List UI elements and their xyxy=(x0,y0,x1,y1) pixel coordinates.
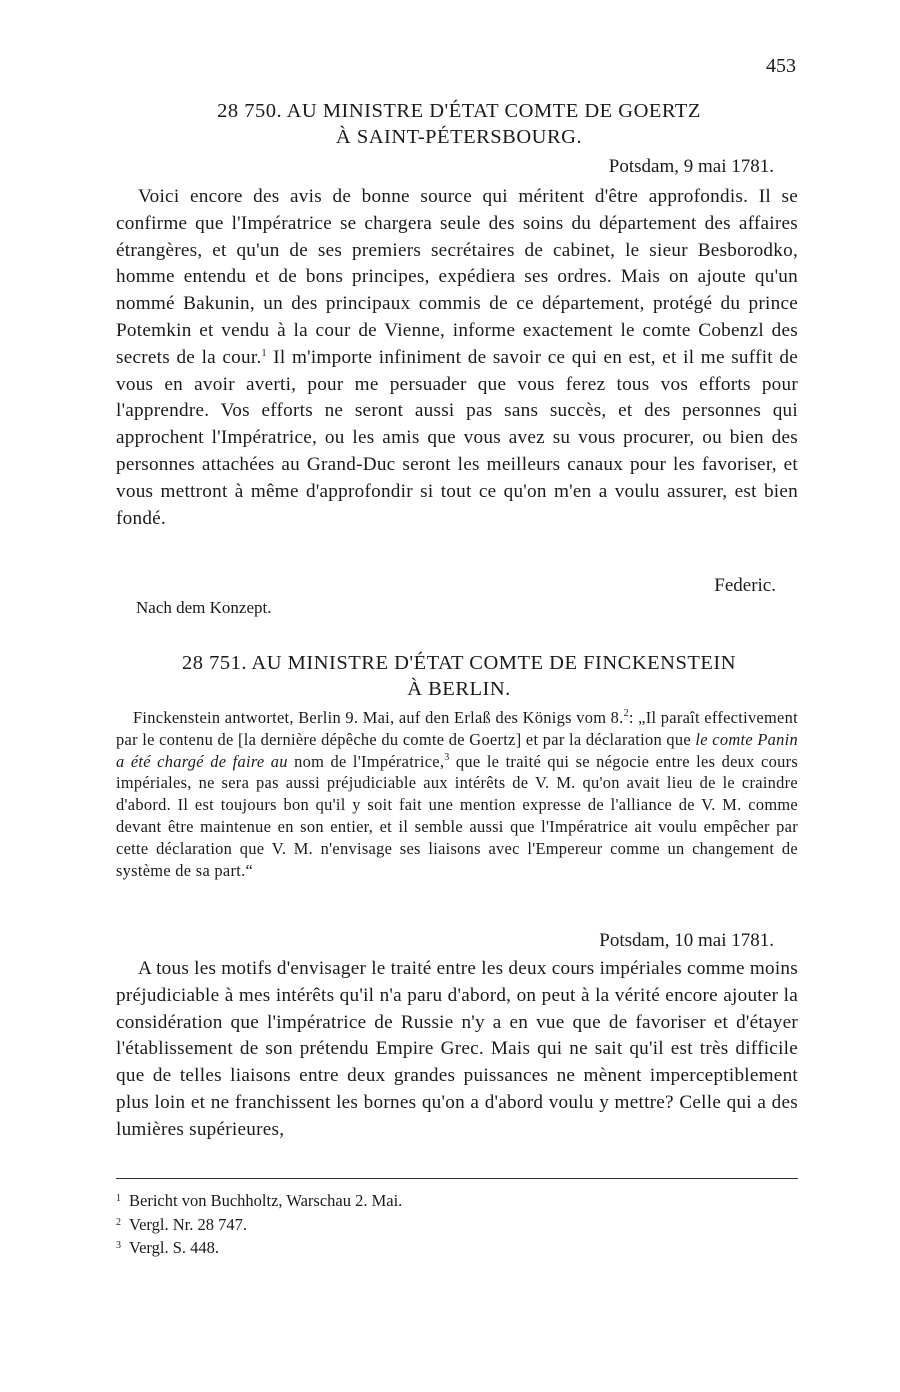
letter-2-body xyxy=(116,956,798,1144)
quote-italic: le comte Panin a été chargé de faire au xyxy=(116,729,799,771)
letter-2-quote xyxy=(116,707,798,881)
footnote-2 xyxy=(116,1212,402,1236)
letter-2-heading xyxy=(100,650,818,702)
letter-2-body-text: A tous les motifs d'envisager le traité entre les deux cours impériales comme moins préjudiciable à mes intérêts qu'il n'a paru d'abord, on peut à la vérité encore ajouter la considération que l'impératrice de Russie n'y a en vue que de favoriser et d'étayer l'établissement de son prétendu Empire Grec. Mais qui ne sait qu'il est très difficile que de telles liaisons entre deux grandes puissances ne mènent imperceptiblement plus loin et ne franchissent les bornes qu'on a d'abord voulu y mettre? Celle qui a des lumières supérieures, xyxy=(116,958,798,1140)
footnote-3 xyxy=(116,1235,402,1259)
footnote-3-mark: 3 xyxy=(116,1240,121,1251)
quote-part-1: Finckenstein antwortet, Berlin 9. Mai, auf den Erlaß des Königs vom 8. xyxy=(133,708,624,727)
footnote-1-mark: 1 xyxy=(116,1193,121,1204)
footnote-ref-3: 3 xyxy=(444,751,450,763)
letter-1-heading xyxy=(100,98,818,150)
footnote-3-text: Vergl. S. 448. xyxy=(129,1238,219,1257)
letter-1-body xyxy=(116,184,798,532)
letter-1-body-part-1: Voici encore des avis de bonne source qui méritent d'être approfondis. Il se confirme que l'Impératrice se chargera seule des soins du département des affaires étrangères, et qu'un de ses premiers secrétaires de cabinet, le sieur Besborodko, homme entendu et de bons principes, expédiera ses ordres. Mais on ajoute qu'un nommé Bakunin, un des principaux commis de ce département, protégé du prince Potemkin et vendu à la cour de Vienne, informe exactement le comte Cobenzl des secrets de la cour. xyxy=(116,186,798,368)
letter-1-date: Potsdam, 9 mai 1781. xyxy=(608,156,774,177)
letter-1-heading-line-2: À SAINT-PÉTERSBOURG. xyxy=(335,126,583,148)
letter-1-signature: Federic. xyxy=(714,575,776,596)
letter-1-source-note: Nach dem Konzept. xyxy=(136,598,272,617)
footnote-2-mark: 2 xyxy=(116,1216,121,1228)
footnote-1-text: Bericht von Buchholtz, Warschau 2. Mai. xyxy=(129,1191,403,1210)
footnote-1 xyxy=(116,1188,402,1212)
page-number: 453 xyxy=(766,55,796,77)
quote-part-2: : „Il paraît effectivement par le contenu de [la dernière dépêche du comte de Goertz] et par la déclaration que xyxy=(116,708,798,749)
footnotes xyxy=(116,1188,402,1259)
letter-2-date: Potsdam, 10 mai 1781. xyxy=(599,930,774,951)
letter-2-heading-line-2: À BERLIN. xyxy=(407,678,511,700)
footnote-ref-1: 1 xyxy=(261,347,267,359)
letter-1-body-part-2: Il m'importe infiniment de savoir ce qui en est, et il me suffit de vous en avoir averti, pour me persuader que vous ferez tous vos efforts pour l'apprendre. Vos efforts ne seront aussi pas sans succès, et des personnes qui approchent l'Impératrice, ou les amis que vous avez su vous procurer, ou bien des personnes attachées au Grand-Duc seront les meilleurs canaux pour les favoriser, et vous mettront à même d'approfondir si tout ce qu'on m'en a voulu assurer, est bien fondé. xyxy=(116,346,798,529)
letter-1-heading-line-1: 28 750. AU MINISTRE D'ÉTAT COMTE DE GOERTZ xyxy=(217,100,701,122)
footnote-ref-2: 2 xyxy=(623,708,629,719)
footnote-2-text: Vergl. Nr. 28 747. xyxy=(129,1214,247,1234)
letter-2-heading-line-1: 28 751. AU MINISTRE D'ÉTAT COMTE DE FINCKENSTEIN xyxy=(181,652,737,674)
quote-part-3: nom de l'Impératrice, xyxy=(287,751,445,771)
quote-part-4: que le traité qui se négocie entre les deux cours impériales, ne sera pas aussi préjudiciable aux intérêts de V. M. qu'on avait lieu de le craindre d'abord. Il est toujours bon qu'il y soit fait une mention expresse de l'alliance de V. M. comme devant être maintenue en son entier, et il semble aussi que l'Impératrice ait voulu empêcher par cette déclaration que V. M. n'envisage ses liaisons avec l'Empereur comme un changement de système de sa part.“ xyxy=(116,751,799,880)
footnote-divider xyxy=(116,1178,798,1179)
